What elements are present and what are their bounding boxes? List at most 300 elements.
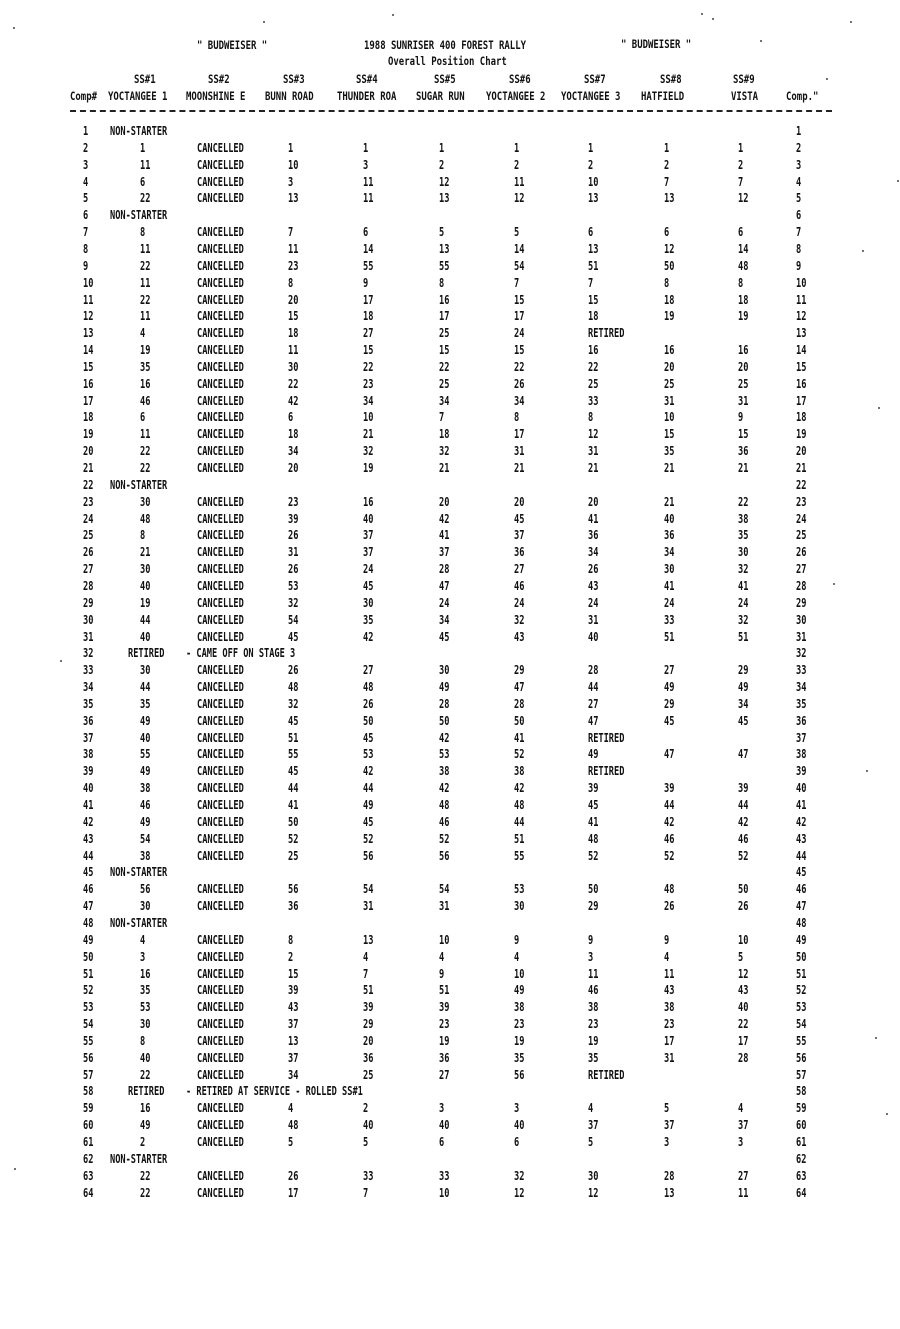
table-cell: 11 [288,241,299,256]
table-cell: 55 [363,258,374,273]
table-cell: 11 [140,309,151,324]
table-cell: 35 [588,1050,599,1065]
table-row [0,1169,900,1185]
table-cell: 14 [363,241,374,256]
scan-speck [712,18,714,20]
table-row [0,983,900,999]
row-comp-number: 54 [83,1017,94,1032]
table-cell: CANCELLED [197,663,244,678]
table-cell: 24 [664,595,675,610]
row-comp-number-right: 15 [796,359,807,374]
table-cell: 23 [588,1017,599,1032]
row-comp-number: 28 [83,578,94,593]
table-cell: 9 [738,410,744,425]
table-cell: 50 [288,814,299,829]
column-stage-label: SS#4 [356,72,378,86]
table-cell: CANCELLED [197,410,244,425]
table-cell: 43 [288,1000,299,1015]
table-cell: CANCELLED [197,427,244,442]
table-cell: 40 [514,1118,525,1133]
table-row [0,293,900,309]
table-cell: CANCELLED [197,932,244,947]
table-cell: 56 [363,848,374,863]
table-cell: 27 [439,1067,450,1082]
table-cell: 33 [664,612,675,627]
table-cell: CANCELLED [197,1168,244,1183]
table-cell: 12 [738,191,749,206]
table-row [0,191,900,207]
row-comp-number: 53 [83,1000,94,1015]
scan-speck [878,407,880,409]
table-cell: 1 [363,140,369,155]
table-cell: CANCELLED [197,1050,244,1065]
table-cell: 27 [664,663,675,678]
table-cell: 18 [288,326,299,341]
table-row [0,410,900,426]
row-comp-number: 56 [83,1050,94,1065]
row-comp-number: 38 [83,747,94,762]
table-cell: 47 [738,747,749,762]
table-cell: CANCELLED [197,511,244,526]
table-cell: CANCELLED [197,949,244,964]
table-row [0,798,900,814]
row-comp-number: 63 [83,1168,94,1183]
table-cell: 2 [664,157,670,172]
table-cell: 51 [738,629,749,644]
table-cell: 28 [514,696,525,711]
table-cell: 1 [664,140,670,155]
table-cell: 51 [514,831,525,846]
table-cell: 9 [439,966,445,981]
table-cell: 50 [439,713,450,728]
table-cell: 52 [439,831,450,846]
table-cell: 50 [664,258,675,273]
table-cell: CANCELLED [197,966,244,981]
row-comp-number: 32 [83,646,94,661]
table-cell: 18 [588,309,599,324]
table-cell: 4 [588,1101,594,1116]
table-cell: NON-STARTER [110,208,168,223]
table-cell: CANCELLED [197,612,244,627]
table-cell: 48 [738,258,749,273]
table-cell: 31 [363,899,374,914]
table-cell: 16 [140,1101,151,1116]
table-cell: 19 [588,1033,599,1048]
table-cell: 7 [363,1185,369,1200]
table-cell: 40 [140,578,151,593]
row-comp-number: 58 [83,1084,94,1099]
header-divider [70,110,832,112]
table-cell: 7 [288,225,294,240]
table-row [0,512,900,528]
table-cell: NON-STARTER [110,477,168,492]
table-cell: CANCELLED [197,275,244,290]
table-cell: 26 [288,663,299,678]
table-cell: 44 [288,781,299,796]
table-cell: 51 [664,629,675,644]
table-cell: 38 [140,781,151,796]
table-cell: 43 [738,983,749,998]
table-cell: RETIRED [588,326,625,341]
row-comp-number: 50 [83,949,94,964]
table-cell: 31 [664,393,675,408]
table-cell: 54 [514,258,525,273]
table-cell: 3 [664,1135,670,1149]
row-comp-number-right: 11 [796,292,807,307]
table-cell: 3 [288,174,294,189]
table-cell: CANCELLED [197,578,244,593]
row-comp-number-right: 43 [796,831,807,846]
table-cell: 22 [363,359,374,374]
table-cell: CANCELLED [197,848,244,863]
table-cell: 53 [140,1000,151,1015]
table-cell: 29 [738,663,749,678]
scan-speck [866,770,868,772]
table-row [0,899,900,915]
table-cell: 22 [288,376,299,391]
table-cell: 16 [664,343,675,358]
table-cell: 5 [738,949,744,964]
table-cell: 13 [588,241,599,256]
row-comp-number: 57 [83,1067,94,1082]
table-row [0,916,900,932]
table-cell: 5 [439,225,445,240]
table-cell: CANCELLED [197,1067,244,1082]
table-cell: 10 [363,410,374,425]
table-cell: 44 [140,680,151,695]
row-comp-number-right: 22 [796,477,807,492]
table-row [0,697,900,713]
table-cell: 9 [588,932,594,947]
table-cell: CANCELLED [197,680,244,695]
table-cell: 37 [439,545,450,560]
table-cell: 20 [288,292,299,307]
table-cell: 52 [588,848,599,863]
table-cell: 38 [439,764,450,779]
table-cell: 54 [439,882,450,897]
table-cell: 15 [514,343,525,358]
row-comp-number-right: 58 [796,1084,807,1099]
row-comp-number: 52 [83,983,94,998]
table-cell: 20 [363,1033,374,1048]
table-cell: 26 [738,899,749,914]
table-cell: 46 [588,983,599,998]
row-comp-number-right: 64 [796,1185,807,1200]
table-cell: 46 [140,393,151,408]
table-cell: 16 [588,343,599,358]
row-comp-number-right: 10 [796,275,807,290]
row-comp-number: 24 [83,511,94,526]
table-cell: 22 [140,1168,151,1183]
table-cell: 49 [439,680,450,695]
table-cell: 44 [363,781,374,796]
table-cell: CANCELLED [197,1017,244,1032]
row-comp-number: 51 [83,966,94,981]
table-cell: 13 [588,191,599,206]
row-comp-number: 60 [83,1118,94,1133]
row-comp-number: 31 [83,629,94,644]
table-cell: 40 [439,1118,450,1133]
row-comp-number: 26 [83,545,94,560]
table-row [0,1152,900,1168]
row-comp-number: 29 [83,595,94,610]
row-comp-number: 15 [83,359,94,374]
table-cell: 6 [664,225,670,240]
table-cell: 30 [363,595,374,610]
row-comp-number: 22 [83,477,94,492]
table-cell: 48 [140,511,151,526]
table-cell: 45 [288,764,299,779]
row-comp-number: 37 [83,730,94,745]
table-cell: 36 [363,1050,374,1065]
table-cell: 2 [588,157,594,172]
table-cell: 30 [514,899,525,914]
table-cell: 51 [363,983,374,998]
table-cell: 24 [588,595,599,610]
table-cell: 29 [363,1017,374,1032]
table-cell: 1 [439,140,445,155]
table-cell: 37 [363,528,374,543]
table-cell: 56 [514,1067,525,1082]
table-cell: 23 [439,1017,450,1032]
table-cell: 32 [738,562,749,577]
table-cell: 48 [288,1118,299,1133]
table-cell: 34 [363,393,374,408]
table-cell: 30 [140,494,151,509]
table-cell: 46 [664,831,675,846]
table-cell: 26 [588,562,599,577]
row-comp-number-right: 34 [796,680,807,695]
table-cell: 5 [514,225,520,240]
scan-speck [13,27,15,29]
table-cell: 45 [439,629,450,644]
row-comp-number-right: 6 [796,208,802,223]
table-cell: 36 [288,899,299,914]
column-header: Comp." [786,89,819,103]
column-header: VISTA [731,89,759,103]
table-cell: 16 [439,292,450,307]
table-row [0,377,900,393]
table-cell: 17 [514,309,525,324]
table-cell: 29 [514,663,525,678]
table-cell: 27 [363,326,374,341]
table-row [0,1017,900,1033]
table-cell: CANCELLED [197,528,244,543]
table-cell: CANCELLED [197,983,244,998]
table-cell: 3 [363,157,369,172]
table-cell: 31 [664,1050,675,1065]
table-cell: 22 [140,461,151,475]
row-comp-number-right: 23 [796,494,807,509]
table-cell: CANCELLED [197,494,244,509]
table-cell: 11 [140,157,151,172]
row-comp-number: 16 [83,376,94,391]
table-cell: 16 [738,343,749,358]
row-comp-number: 59 [83,1101,94,1116]
table-cell: 13 [288,191,299,206]
table-row [0,1034,900,1050]
table-cell: 10 [664,410,675,425]
table-cell: 7 [514,275,520,290]
table-row [0,326,900,342]
table-cell: 15 [514,292,525,307]
table-cell: 27 [738,1168,749,1183]
column-stage-label: SS#8 [660,72,682,86]
row-comp-number: 23 [83,494,94,509]
table-cell: 20 [288,461,299,475]
table-cell: CANCELLED [197,359,244,374]
table-cell: 24 [738,595,749,610]
table-cell: 42 [363,764,374,779]
table-cell: 4 [288,1101,294,1116]
row-comp-number: 27 [83,562,94,577]
table-cell: 45 [363,814,374,829]
table-cell: 41 [588,814,599,829]
table-cell: 11 [140,241,151,256]
row-comp-number-right: 56 [796,1050,807,1065]
table-cell: 55 [140,747,151,762]
table-cell: 11 [514,174,525,189]
table-cell: 11 [738,1185,749,1200]
table-cell: 34 [288,1067,299,1082]
row-comp-number-right: 48 [796,915,807,930]
table-cell: 34 [738,696,749,711]
table-cell: 12 [664,241,675,256]
table-cell: 20 [439,494,450,509]
scan-speck [826,78,828,80]
table-cell: 7 [664,174,670,189]
row-comp-number: 41 [83,798,94,812]
row-comp-number-right: 20 [796,444,807,459]
table-cell: 49 [363,798,374,812]
table-cell: 41 [738,578,749,593]
row-comp-number: 19 [83,427,94,442]
row-comp-number-right: 3 [796,157,802,172]
table-row [0,242,900,258]
table-row [0,1101,900,1117]
table-cell: 4 [140,932,146,947]
table-row [0,225,900,241]
row-comp-number-right: 26 [796,545,807,560]
table-row [0,714,900,730]
table-row [0,1118,900,1134]
table-row [0,562,900,578]
table-cell: 4 [738,1101,744,1116]
table-cell: 27 [588,696,599,711]
table-cell: 28 [439,696,450,711]
table-cell: 5 [363,1135,369,1149]
table-cell: 7 [439,410,445,425]
table-cell: 9 [514,932,520,947]
table-row [0,865,900,881]
table-cell: 21 [588,461,599,475]
table-cell: CANCELLED [197,1185,244,1200]
table-cell: 17 [363,292,374,307]
table-cell: 30 [140,663,151,678]
row-comp-number: 4 [83,174,89,189]
table-cell: 49 [140,1118,151,1133]
table-cell: 30 [439,663,450,678]
scan-speck [60,660,62,662]
table-cell: RETIRED [588,730,625,745]
table-cell: 18 [363,309,374,324]
table-cell: 16 [363,494,374,509]
table-row [0,967,900,983]
table-cell: 40 [363,1118,374,1133]
table-row [0,444,900,460]
row-comp-number-right: 51 [796,966,807,981]
table-cell: 31 [588,444,599,459]
table-cell: 53 [363,747,374,762]
table-cell: 41 [288,798,299,812]
row-comp-number-right: 40 [796,781,807,796]
table-cell: 48 [664,882,675,897]
table-cell: 15 [288,966,299,981]
table-cell: 42 [439,730,450,745]
table-cell: 44 [514,814,525,829]
table-cell: 51 [288,730,299,745]
row-comp-number-right: 36 [796,713,807,728]
table-cell: 21 [664,461,675,475]
row-comp-number-right: 8 [796,241,802,256]
table-cell: 19 [363,461,374,475]
row-comp-number-right: 19 [796,427,807,442]
table-cell: 24 [363,562,374,577]
table-cell: 3 [140,949,146,964]
table-cell: 25 [439,326,450,341]
table-cell: 15 [439,343,450,358]
table-row [0,309,900,325]
table-cell: 1 [588,140,594,155]
table-cell: 23 [664,1017,675,1032]
table-cell: CANCELLED [197,545,244,560]
column-header: YOCTANGEE 3 [561,89,621,103]
table-cell: 5 [664,1101,670,1116]
table-row [0,680,900,696]
table-cell: 53 [288,578,299,593]
table-cell: 35 [140,359,151,374]
table-cell: 15 [664,427,675,442]
table-cell: 40 [140,1050,151,1065]
column-stage-label: SS#2 [208,72,230,86]
table-cell: 10 [588,174,599,189]
row-comp-number-right: 63 [796,1168,807,1183]
table-cell: 30 [738,545,749,560]
table-cell: 14 [738,241,749,256]
row-comp-number: 11 [83,292,94,307]
table-cell: RETIRED [588,1067,625,1082]
row-comp-number: 30 [83,612,94,627]
table-cell: 45 [514,511,525,526]
table-cell: 34 [439,612,450,627]
table-cell: 30 [140,899,151,914]
table-row [0,596,900,612]
table-cell: 11 [588,966,599,981]
table-cell: 12 [514,191,525,206]
table-cell: 51 [439,983,450,998]
table-cell: CANCELLED [197,343,244,358]
table-cell: 2 [738,157,744,172]
table-row [0,832,900,848]
table-cell: 38 [738,511,749,526]
table-cell: 9 [363,275,369,290]
table-cell: 22 [738,1017,749,1032]
row-comp-number: 64 [83,1185,94,1200]
table-cell: 6 [140,174,146,189]
row-comp-number-right: 30 [796,612,807,627]
table-cell: 46 [439,814,450,829]
scan-speck [14,1168,16,1170]
